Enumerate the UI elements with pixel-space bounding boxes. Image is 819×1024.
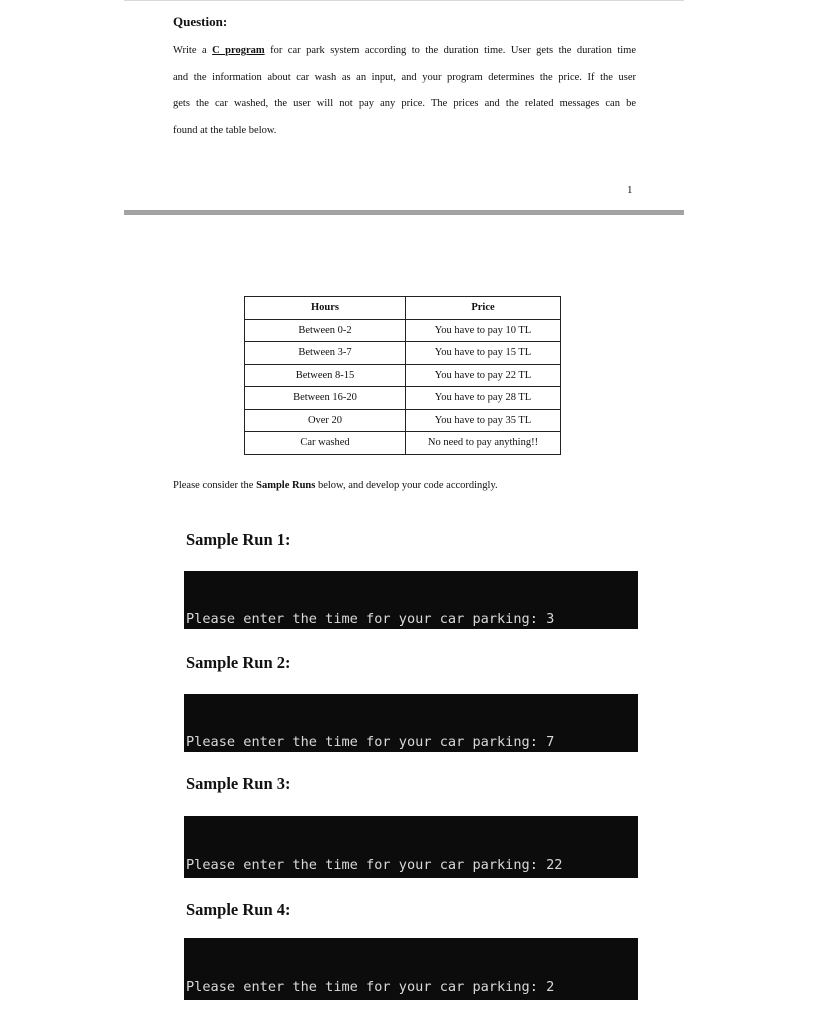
page-top-edge — [124, 0, 684, 1]
question-line-2: and the information about car wash as an input, and your program determines the price. If the user — [173, 71, 636, 83]
price-cell: No need to pay anything!! — [406, 432, 561, 455]
price-cell: You have to pay 22 TL — [406, 364, 561, 387]
question-title: Question: — [173, 14, 228, 29]
instruction-post: below, and develop your code accordingly. — [315, 480, 498, 491]
hours-cell: Between 16-20 — [245, 387, 406, 410]
page-break-divider — [124, 210, 684, 215]
hours-cell: Car washed — [245, 432, 406, 455]
table-row — [245, 387, 561, 410]
question-paragraph — [173, 38, 636, 144]
instruction-bold: Sample Runs — [256, 480, 316, 491]
question-line-3: gets the car washed, the user will not pay any price. The prices and the related messages can be — [173, 98, 636, 109]
sample-runs-instruction — [173, 480, 498, 491]
hours-cell: Between 8-15 — [245, 364, 406, 387]
hours-cell: Between 0-2 — [245, 319, 406, 342]
sample-run-3-console — [184, 816, 638, 878]
hours-cell: Over 20 — [245, 409, 406, 432]
table-row — [245, 432, 561, 455]
sample-run-3-title: Sample Run 3: — [186, 774, 291, 793]
page-number: 1 — [627, 184, 633, 196]
sample-run-1-console — [184, 571, 638, 629]
sample-run-4-title: Sample Run 4: — [186, 900, 291, 919]
sample-run-2-title: Sample Run 2: — [186, 653, 291, 672]
price-table — [244, 296, 561, 455]
sample-run-2-console — [184, 694, 638, 752]
console-line: Please enter the time for your car parking: 22 — [186, 857, 563, 873]
table-row — [245, 342, 561, 365]
sample-run-1-title: Sample Run 1: — [186, 530, 291, 549]
table-row — [245, 319, 561, 342]
price-table-header-row — [245, 297, 561, 320]
table-row — [245, 409, 561, 432]
hours-column-header: Hours — [245, 297, 406, 320]
sample-run-4-console — [184, 938, 638, 1000]
hours-cell: Between 3-7 — [245, 342, 406, 365]
instruction-pre: Please consider the — [173, 480, 257, 491]
c-program-term: C program — [212, 45, 265, 56]
price-column-header: Price — [406, 297, 561, 320]
price-cell: You have to pay 10 TL — [406, 319, 561, 342]
console-line: Please enter the time for your car parking: 3 — [186, 611, 555, 627]
table-row — [245, 364, 561, 387]
price-cell: You have to pay 28 TL — [406, 387, 561, 410]
question-line-1-post: for car park system according to the duration time. User gets the duration time — [264, 45, 636, 56]
console-line: Please enter the time for your car parking: 2 — [186, 979, 555, 995]
question-line-1 — [173, 38, 636, 65]
price-cell: You have to pay 15 TL — [406, 342, 561, 365]
question-line-4: found at the table below. — [173, 124, 277, 136]
price-cell: You have to pay 35 TL — [406, 409, 561, 432]
console-line: Please enter the time for your car parking: 7 — [186, 734, 555, 750]
question-line-1-pre: Write a — [173, 45, 213, 56]
